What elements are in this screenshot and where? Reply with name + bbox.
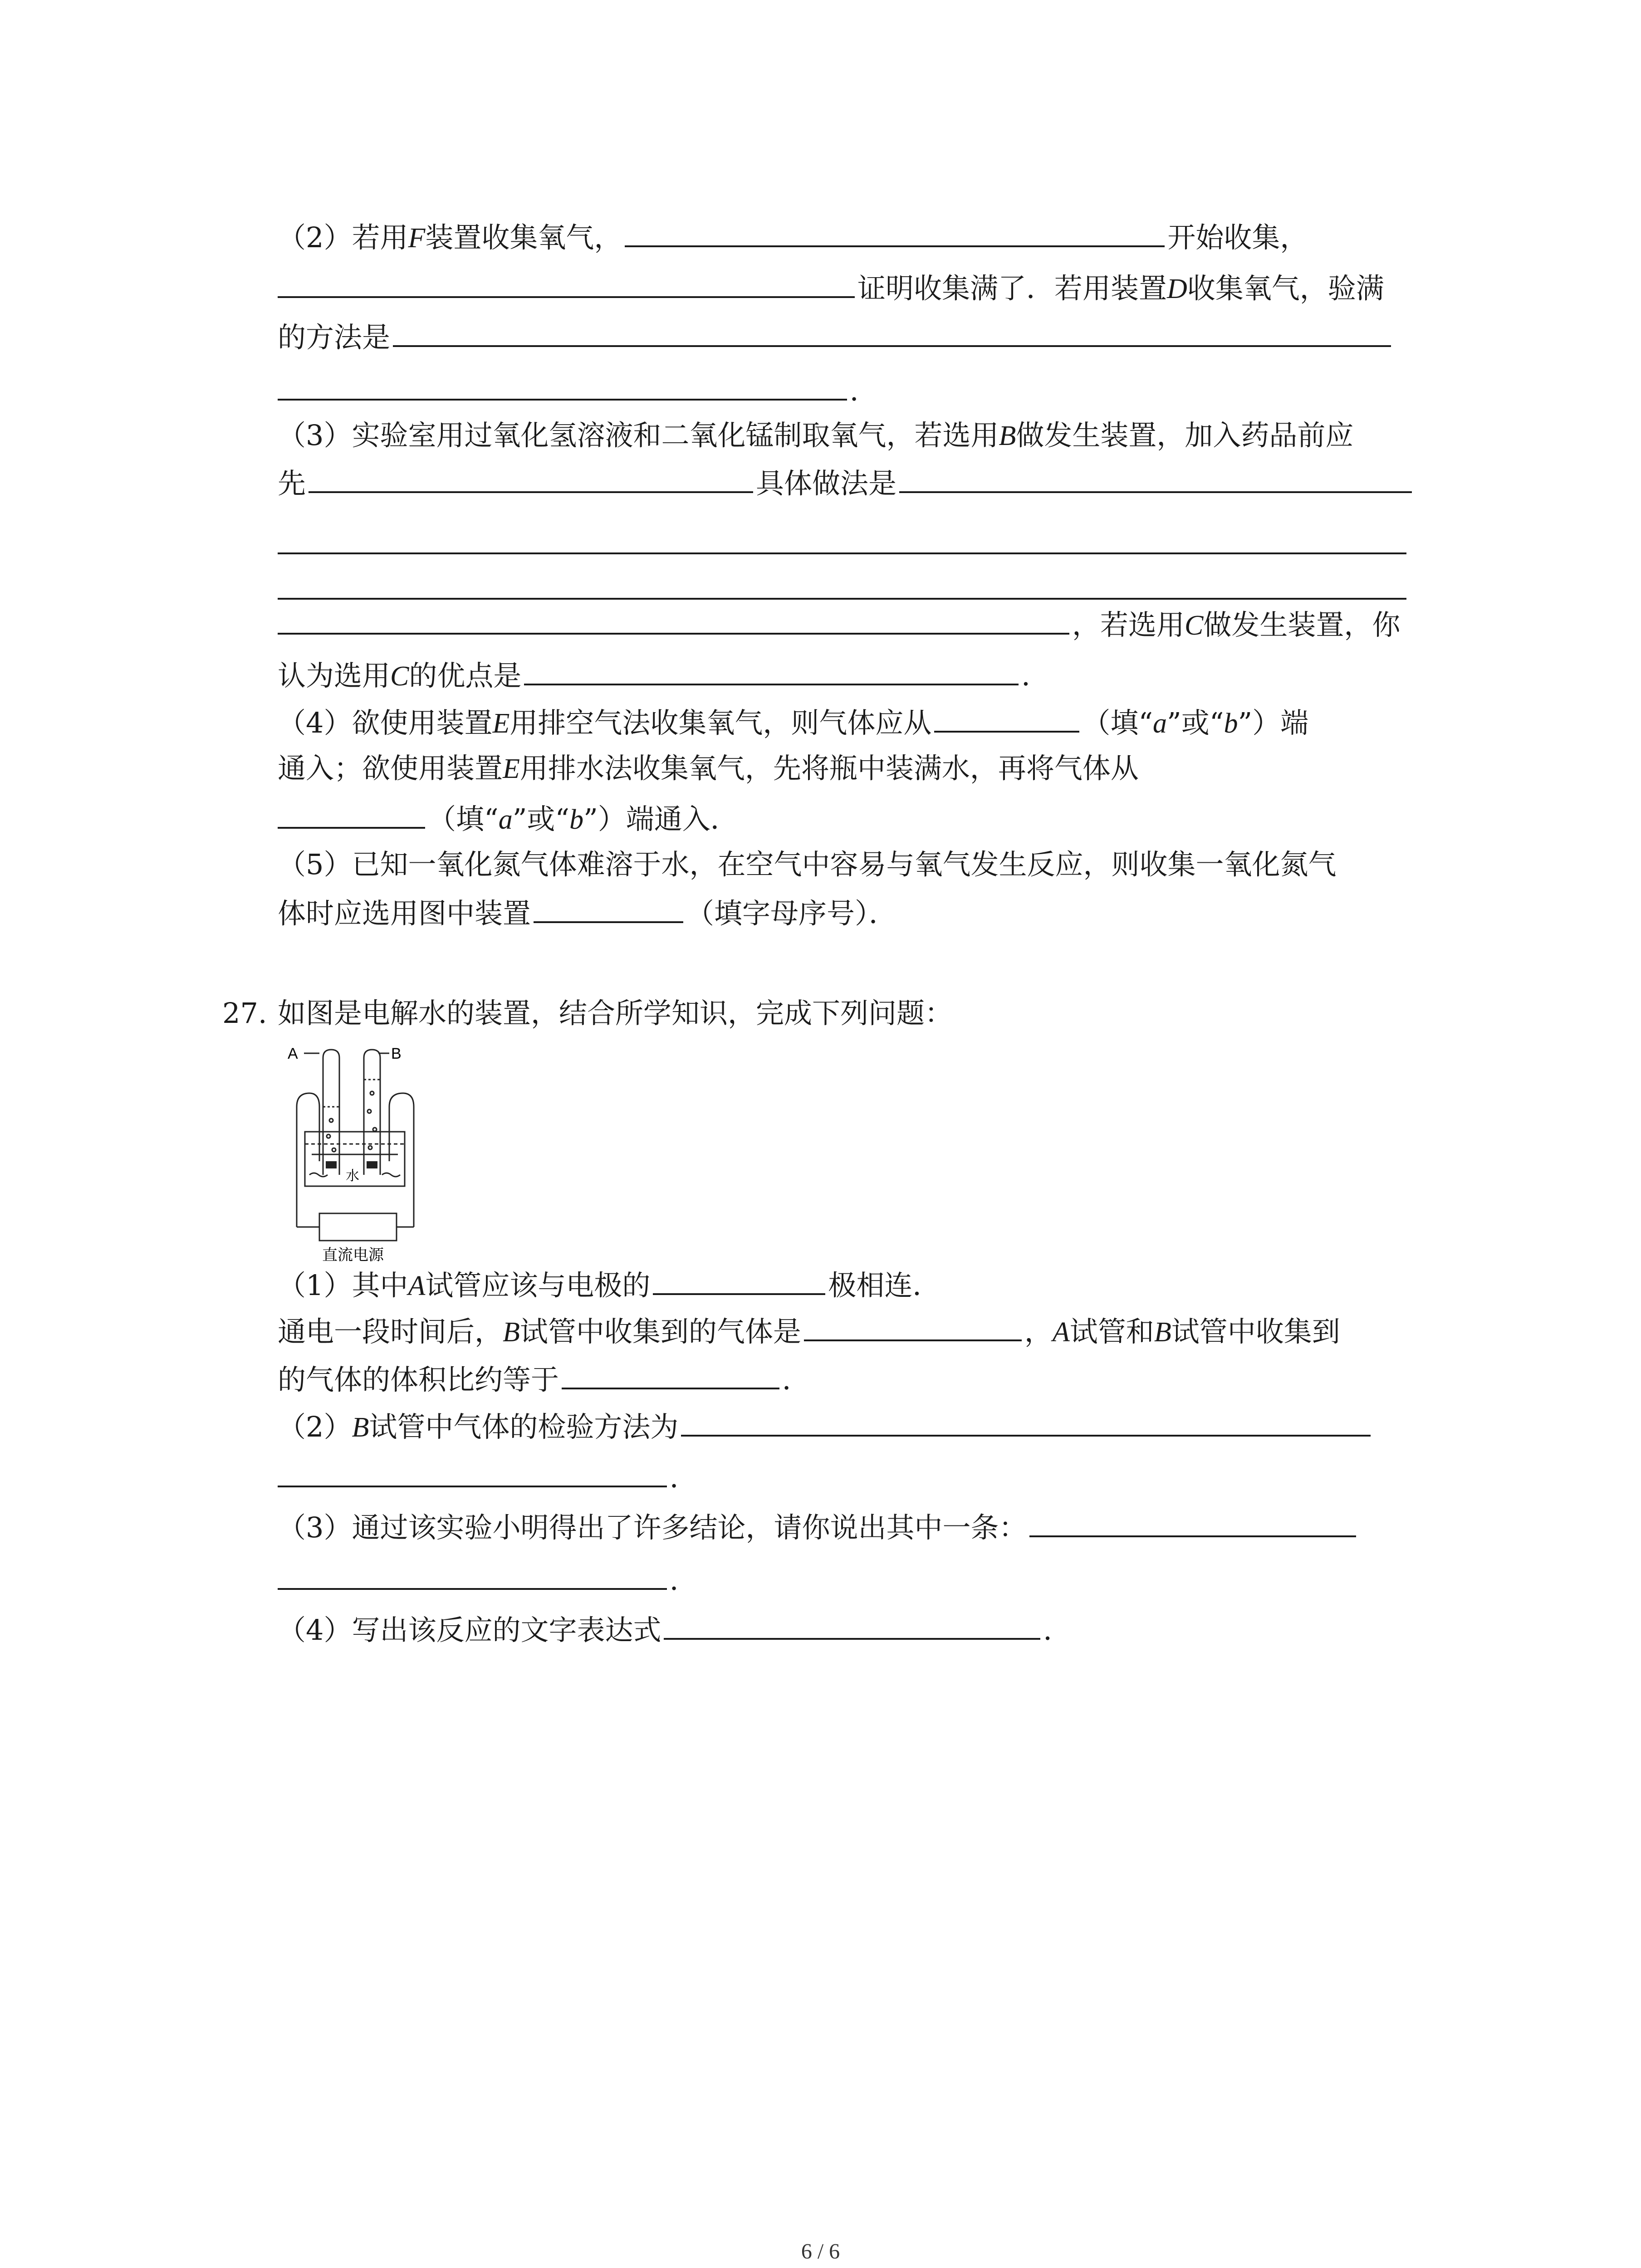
text: （填字母序号）． xyxy=(686,897,897,930)
q26-part5-line2 xyxy=(278,889,1439,938)
answer-blank[interactable] xyxy=(562,1360,779,1389)
q26-part4-line2 xyxy=(278,744,1439,793)
q27-intro xyxy=(278,989,1439,1038)
text: ”）端 xyxy=(1238,706,1309,739)
text: 的气体的体积比约等于 xyxy=(278,1363,559,1396)
text: （3）实验室用过氧化氢溶液和二氧化锰制取氧气，若选用 xyxy=(278,419,999,452)
answer-blank[interactable] xyxy=(524,656,1019,685)
q27-part3-line1 xyxy=(278,1503,1439,1552)
q26-part5-line1 xyxy=(278,840,1439,889)
text: 体时应选用图中装置 xyxy=(278,897,531,930)
q27-part1-line3 xyxy=(278,1355,1439,1404)
label-a: A xyxy=(288,1045,298,1062)
q27-part2-line2 xyxy=(278,1453,1439,1502)
text: b xyxy=(1224,708,1238,739)
text: （5）已知一氧化氮气体难溶于水，在空气中容易与氧气发生反应，则收集一氧化氮气 xyxy=(278,848,1337,881)
q26-part4-line3 xyxy=(278,795,1439,844)
bubble xyxy=(329,1119,333,1122)
text: （2） xyxy=(278,1410,352,1443)
text: A xyxy=(408,1271,426,1301)
text: ． xyxy=(850,374,878,407)
text: （3）通过该实验小明得出了许多结论，请你说出其中一条： xyxy=(278,1511,1027,1544)
answer-blank[interactable] xyxy=(309,464,753,493)
text: 极相连． xyxy=(828,1269,941,1302)
text: 做发生装置，加入药品前应 xyxy=(1016,419,1354,452)
q27-part1-line1 xyxy=(278,1261,1439,1310)
text: ，若选用 xyxy=(1072,608,1185,641)
text: 装置收集氧气， xyxy=(425,221,622,254)
power-supply-box xyxy=(319,1213,397,1241)
text: （填“ xyxy=(1082,706,1153,739)
text: ”）端通入． xyxy=(583,802,739,836)
water-label: 水 xyxy=(346,1168,359,1184)
text: 试管应该与电极的 xyxy=(425,1269,651,1302)
text: 试管和 xyxy=(1069,1315,1154,1348)
answer-blank[interactable] xyxy=(278,371,847,401)
text: （4）欲使用装置 xyxy=(278,706,493,739)
answer-blank[interactable] xyxy=(278,1458,667,1487)
text: 通入；欲使用装置 xyxy=(278,752,503,785)
answer-blank[interactable] xyxy=(899,464,1412,493)
answer-blank[interactable] xyxy=(664,1611,1040,1640)
question-number: 27. xyxy=(222,997,267,1030)
answer-blank[interactable] xyxy=(804,1312,1022,1341)
q26-part2-line2 xyxy=(278,264,1439,313)
text: 的优点是 xyxy=(409,659,522,692)
text: a xyxy=(498,804,513,835)
text: 试管中气体的检验方法为 xyxy=(369,1410,679,1443)
tube-b xyxy=(364,1050,380,1175)
text: 证明收集满了．若用装置 xyxy=(857,272,1167,305)
text: （1）其中 xyxy=(278,1269,408,1302)
answer-blank[interactable] xyxy=(534,894,683,923)
q26-part2-line3 xyxy=(278,313,1439,362)
q26-part2-line1 xyxy=(278,213,1439,262)
q27-part4-line1 xyxy=(278,1606,1439,1655)
page-number: 6 / 6 xyxy=(801,2239,840,2263)
text: D xyxy=(1167,274,1187,304)
text: ． xyxy=(782,1363,811,1396)
text: ． xyxy=(1043,1613,1072,1647)
text: 做发生装置，你 xyxy=(1203,608,1401,641)
answer-blank[interactable] xyxy=(278,269,855,298)
text: 试管中收集到 xyxy=(1171,1315,1340,1348)
answer-blank[interactable] xyxy=(681,1408,1371,1437)
electrode-b xyxy=(367,1161,377,1168)
q26-part3-line6 xyxy=(278,651,1439,700)
answer-blank[interactable] xyxy=(278,1561,667,1590)
bubble xyxy=(327,1134,330,1138)
text: 认为选用 xyxy=(278,659,391,692)
q27-part3-line2 xyxy=(278,1556,1439,1605)
text: 试管中收集到的气体是 xyxy=(519,1315,801,1348)
text: 的方法是 xyxy=(278,321,391,354)
text: F xyxy=(408,223,426,254)
answer-blank[interactable] xyxy=(934,704,1079,733)
answer-blank[interactable] xyxy=(278,606,1069,635)
q27-part2-line1 xyxy=(278,1403,1439,1452)
answer-blank[interactable] xyxy=(278,800,425,829)
text: B xyxy=(352,1412,369,1443)
text: b xyxy=(569,804,584,835)
text: 具体做法是 xyxy=(756,467,897,500)
text: a xyxy=(1153,708,1167,739)
text: ． xyxy=(1021,659,1050,692)
text: B xyxy=(999,420,1016,451)
text: E xyxy=(492,708,510,739)
text: A xyxy=(1052,1317,1070,1348)
text: 用排空气法收集氧气，则气体应从 xyxy=(509,706,932,739)
right-wire-arc xyxy=(389,1093,414,1107)
answer-blank[interactable] xyxy=(278,598,1406,600)
text: 用排水法收集氧气，先将瓶中装满水，再将气体从 xyxy=(519,752,1139,785)
tube-a xyxy=(323,1050,339,1175)
text: 开始收集， xyxy=(1167,221,1308,254)
text: 如图是电解水的装置，结合所学知识，完成下列问题： xyxy=(278,997,953,1030)
text: 先 xyxy=(278,467,306,500)
label-b: B xyxy=(391,1045,402,1062)
q26-part3-line1 xyxy=(278,411,1439,460)
text: ． xyxy=(670,1564,698,1597)
q26-part2-line4 xyxy=(278,367,1439,415)
text: （2）若用 xyxy=(278,221,408,254)
text: C xyxy=(390,661,409,692)
bubble xyxy=(367,1110,371,1113)
bubble xyxy=(370,1091,374,1095)
left-wire-arc xyxy=(297,1093,319,1107)
bubble xyxy=(373,1128,377,1131)
text: 收集氧气，验满 xyxy=(1187,272,1384,305)
q27-part1-line2 xyxy=(278,1307,1439,1356)
q26-part3-line2 xyxy=(278,459,1439,508)
text: C xyxy=(1185,610,1204,641)
answer-blank[interactable] xyxy=(1029,1508,1356,1537)
text: ”或“ xyxy=(512,802,570,836)
electrolysis-apparatus-figure xyxy=(278,1039,450,1266)
q26-part4-line1 xyxy=(278,699,1439,748)
electrode-a xyxy=(326,1161,337,1168)
water-ripple xyxy=(382,1173,400,1177)
text: ， xyxy=(1024,1315,1053,1348)
answer-blank[interactable] xyxy=(653,1266,825,1295)
text: ． xyxy=(670,1461,698,1494)
text: B xyxy=(1154,1317,1171,1348)
q26-part3-line5 xyxy=(278,601,1439,650)
bubble xyxy=(332,1148,336,1152)
water-ripple xyxy=(309,1173,328,1177)
text: 通电一段时间后， xyxy=(278,1315,503,1348)
text: （填“ xyxy=(428,802,499,836)
text: E xyxy=(503,753,520,784)
answer-blank[interactable] xyxy=(393,318,1391,347)
power-supply-label: 直流电源 xyxy=(322,1246,384,1264)
text: ”或“ xyxy=(1167,706,1224,739)
bubble xyxy=(368,1146,372,1149)
text: B xyxy=(503,1317,520,1348)
answer-blank[interactable] xyxy=(625,218,1165,247)
answer-blank[interactable] xyxy=(278,552,1406,554)
text: （4）写出该反应的文字表达式 xyxy=(278,1613,661,1647)
